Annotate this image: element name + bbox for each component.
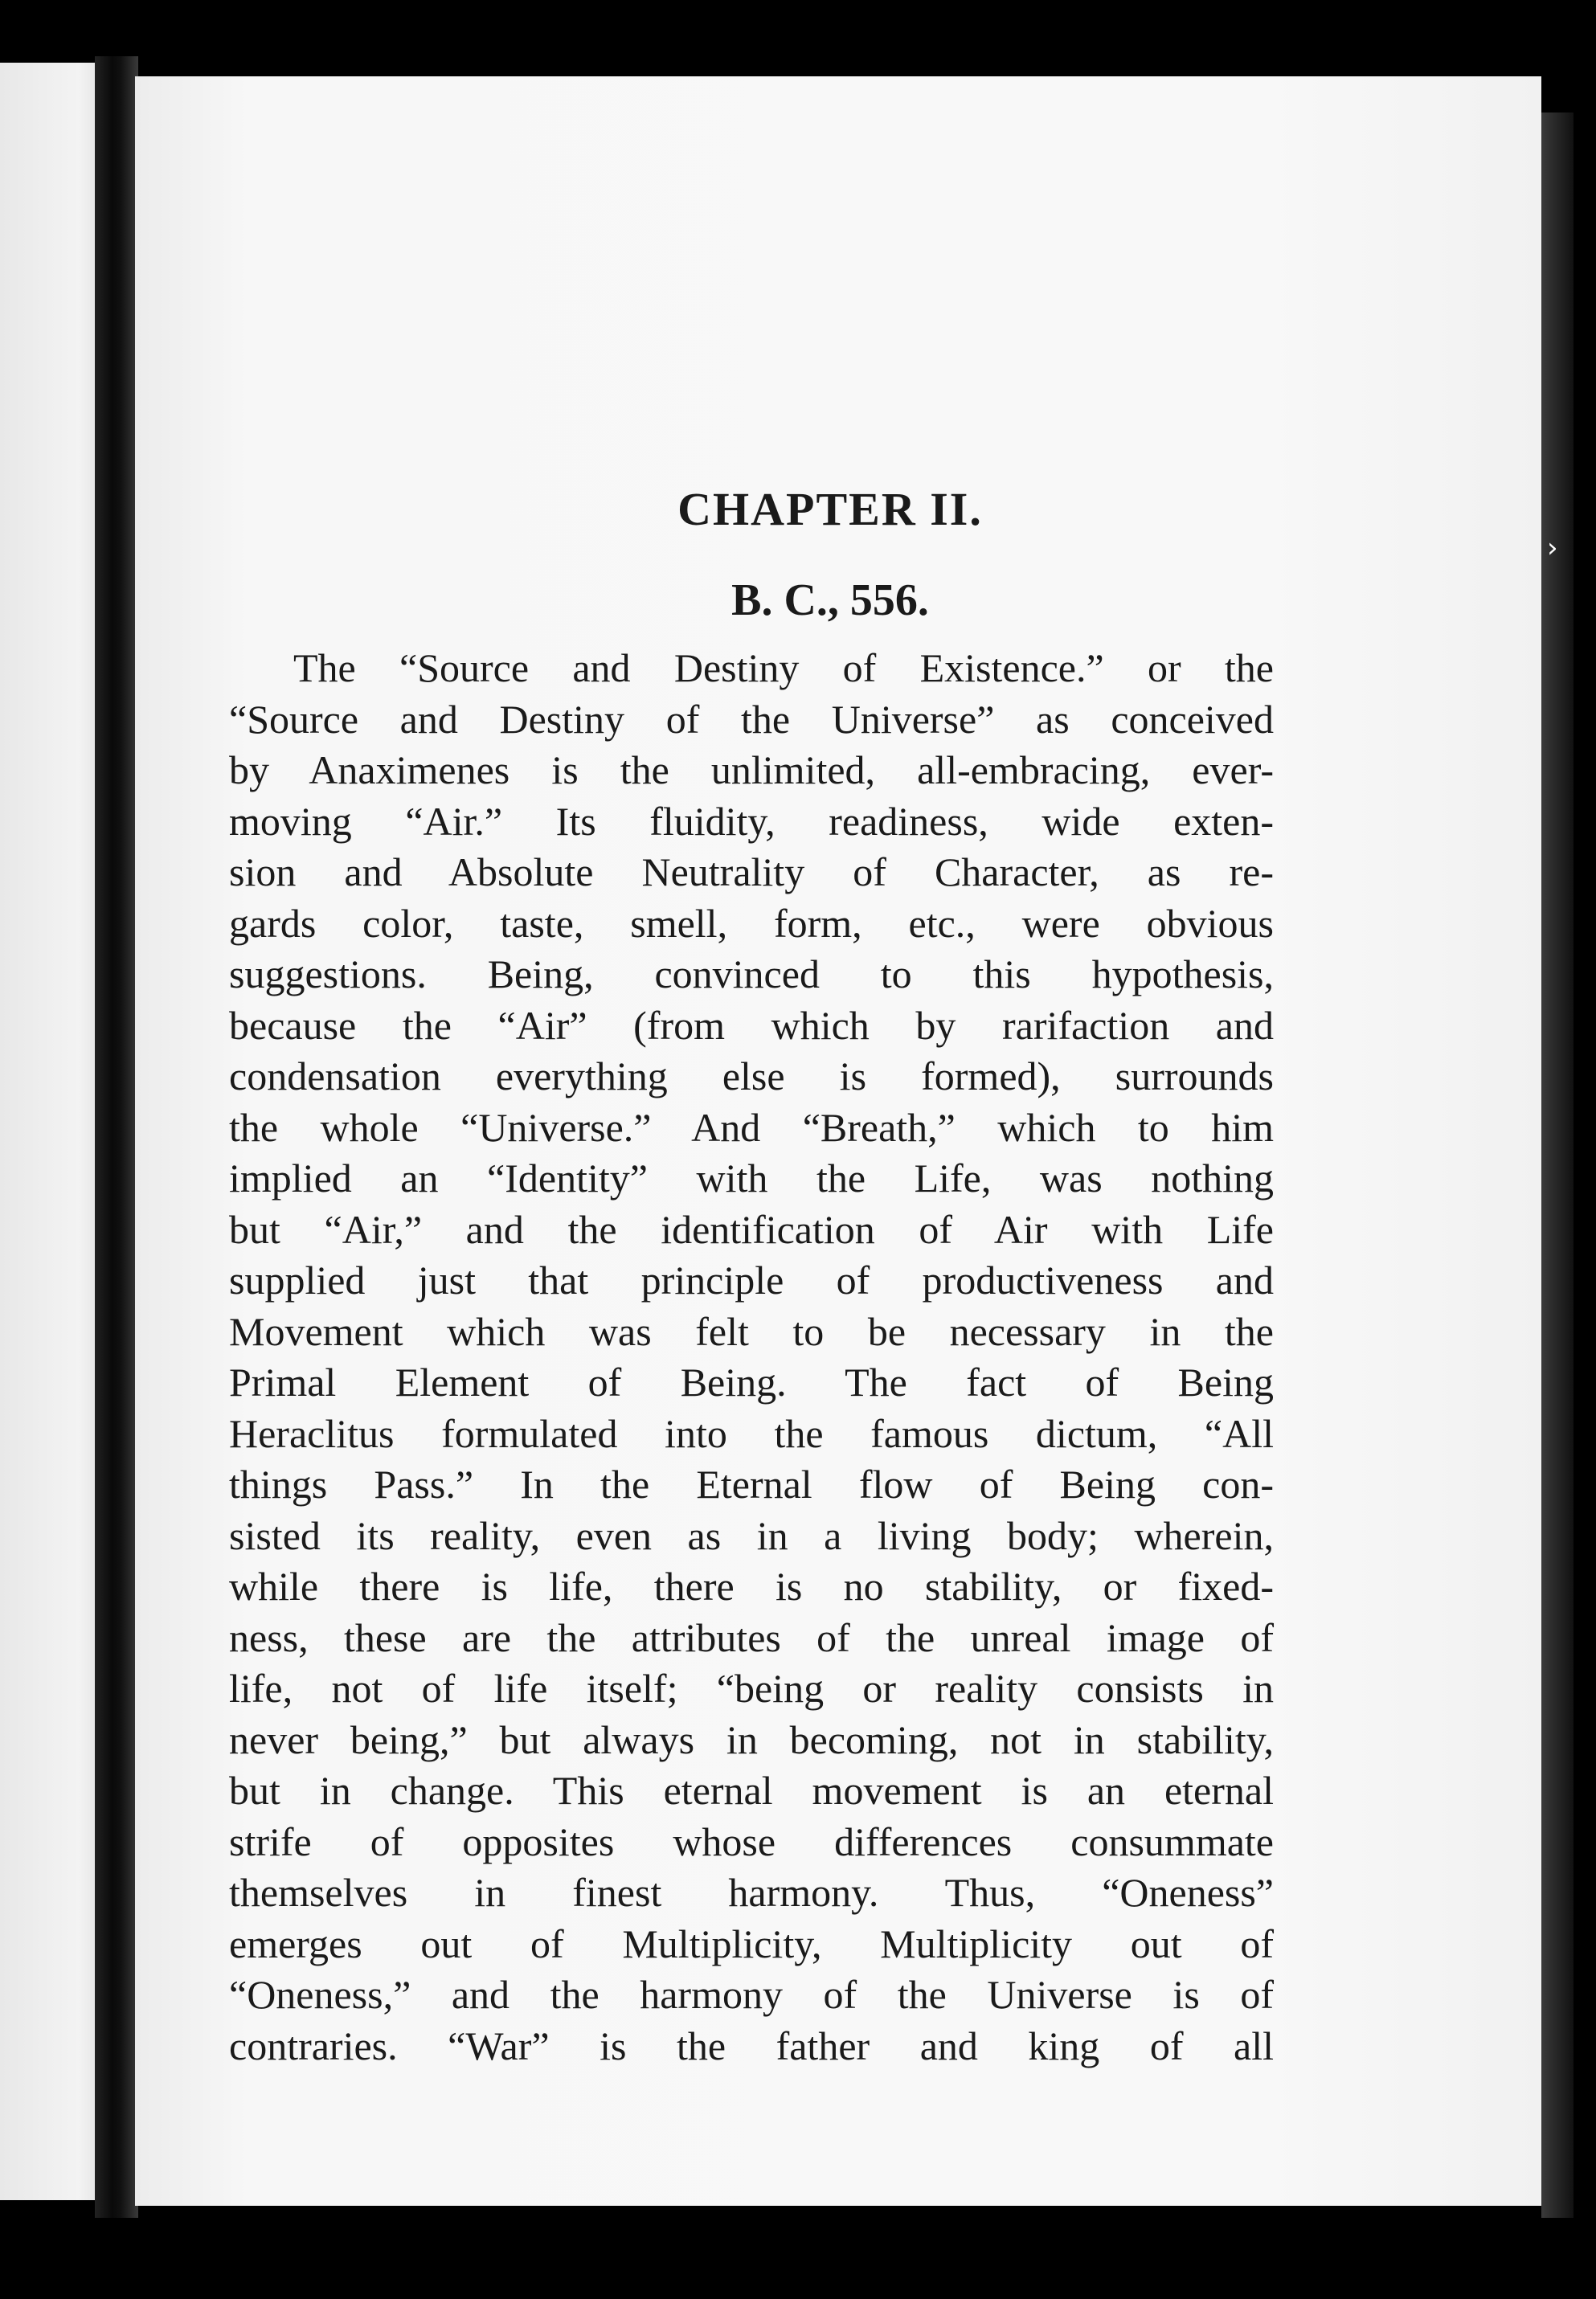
text-line: emerges out of Multiplicity, Multiplicity out of — [229, 1921, 1274, 1966]
body-paragraph — [229, 643, 1274, 2072]
text-line: supplied just that principle of productiveness and — [229, 1258, 1274, 1303]
book-board-edge — [1541, 112, 1573, 2218]
text-line: but in change. This eternal movement is an eternal — [229, 1768, 1274, 1813]
text-line: gards color, taste, smell, form, etc., were obvious — [229, 900, 1274, 946]
text-line: while there is life, there is no stability, or fixed- — [229, 1564, 1274, 1609]
text-line: because the “Air” (from which by rarifaction and — [229, 1002, 1274, 1048]
text-line: strife of opposites whose differences consummate — [229, 1818, 1274, 1864]
text-line: Movement which was felt to be necessary in the — [229, 1308, 1274, 1354]
text-line: implied an “Identity” with the Life, was nothing — [229, 1156, 1274, 1201]
text-line: life, not of life itself; “being or reality consists in — [229, 1666, 1274, 1711]
chapter-title: CHAPTER II. — [677, 483, 983, 535]
chapter-date: B. C., 556. — [731, 575, 929, 625]
text-line: themselves in finest harmony. Thus, “Oneness” — [229, 1870, 1274, 1915]
text-line: contraries. “War” is the father and king of all — [229, 2023, 1274, 2068]
text-line: never being,” but always in becoming, not in stability, — [229, 1716, 1274, 1762]
text-line: the whole “Universe.” And “Breath,” which to him — [229, 1104, 1274, 1150]
text-line: suggestions. Being, convinced to this hypothesis, — [229, 951, 1274, 996]
text-line: ness, these are the attributes of the unreal image of — [229, 1614, 1274, 1660]
text-line: sisted its reality, even as in a living body; wherein, — [229, 1512, 1274, 1558]
text-line: things Pass.” In the Eternal flow of Being con- — [229, 1462, 1274, 1507]
text-line: Primal Element of Being. The fact of Being — [229, 1360, 1274, 1405]
text-line: The “Source and Destiny of Existence.” or the — [293, 645, 1274, 690]
text-line: sion and Absolute Neutrality of Character, as re- — [229, 849, 1274, 894]
text-line: by Anaximenes is the unlimited, all-embracing, ever- — [229, 747, 1274, 792]
book-gutter — [95, 56, 138, 2218]
text-line: “Source and Destiny of the Universe” as conceived — [229, 696, 1274, 742]
text-line: moving “Air.” Its fluidity, readiness, wide exten- — [229, 798, 1274, 844]
text-line: but “Air,” and the identification of Air with Life — [229, 1206, 1274, 1252]
margin-arrow-icon: › — [1547, 532, 1558, 564]
text-line: Heraclitus formulated into the famous dictum, “All — [229, 1410, 1274, 1456]
text-line: “Oneness,” and the harmony of the Universe is of — [229, 1972, 1274, 2017]
text-line: condensation everything else is formed), surrounds — [229, 1053, 1274, 1098]
